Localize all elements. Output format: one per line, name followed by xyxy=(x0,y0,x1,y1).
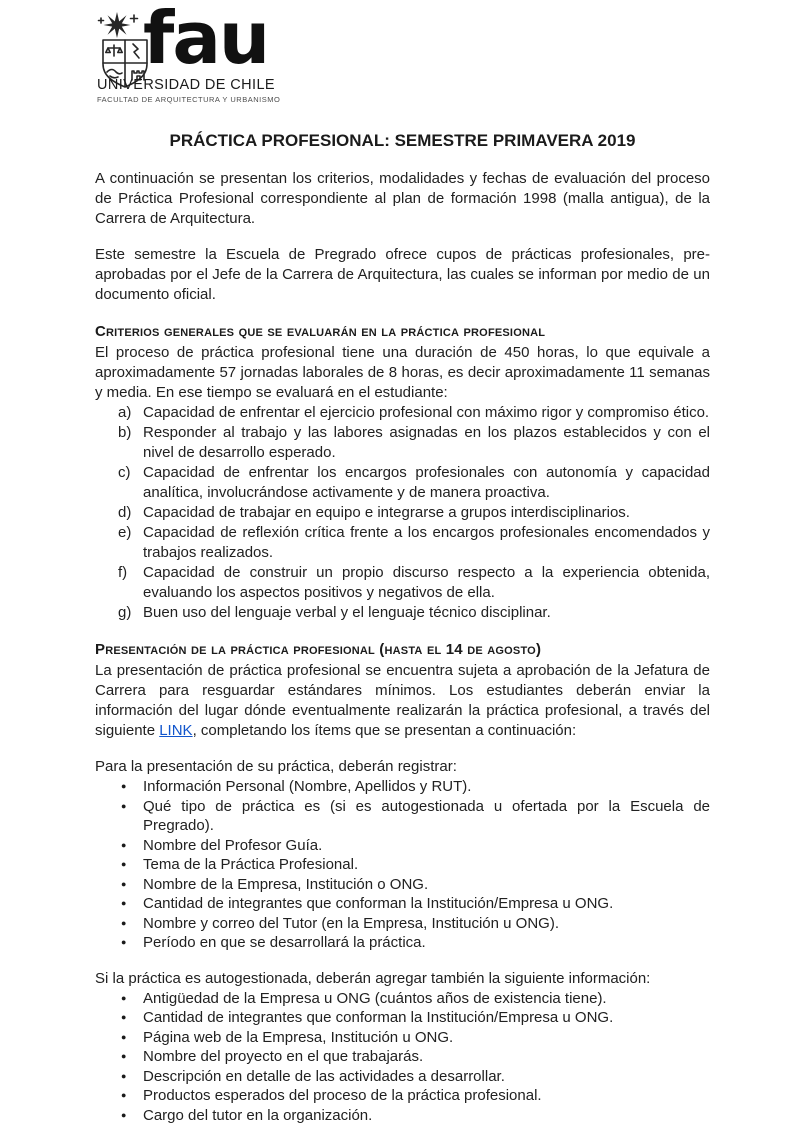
intro-paragraph-1: A continuación se presentan los criterios, modalidades y fechas de evaluación del proceso de Práctica Profesional correspondiente al plan de formación 1998 (malla antigua), de la Carrera de Arquitectura. xyxy=(95,170,710,227)
register-list-item xyxy=(95,914,710,934)
criteria-list-item xyxy=(95,503,710,523)
list-item-text: ● Nombre del Profesor Guía. xyxy=(143,836,323,854)
criteria-section-heading: Criterios generales que se evaluarán en la práctica profesional xyxy=(95,323,546,340)
self-managed-list-item xyxy=(95,1008,710,1028)
fau-wordmark: fau xyxy=(143,0,269,80)
intro-paragraph-2: Este semestre la Escuela de Pregrado ofrece cupos de prácticas profesionales, pre-aprobadas por el Jefe de la Carrera de Arquitectura, las cuales se informan por medio de un documento oficial. xyxy=(95,246,710,303)
register-intro: Para la presentación de su práctica, deberán registrar: xyxy=(95,758,457,775)
list-item-text: ● Información Personal (Nombre, Apellidos y RUT). xyxy=(143,778,472,795)
self-managed-list-item xyxy=(95,1106,710,1126)
list-item-text: ● Tema de la Práctica Profesional. xyxy=(143,856,359,873)
list-item-text: ● Cantidad de integrantes que conforman la Institución/Empresa u ONG. xyxy=(143,1009,614,1026)
register-list-item xyxy=(95,777,710,797)
list-item-marker: d) xyxy=(118,504,132,521)
list-item-marker: e) xyxy=(118,524,132,541)
criteria-list-item xyxy=(95,403,710,423)
faculty-name: FACULTAD DE ARQUITECTURA Y URBANISMO xyxy=(97,95,281,104)
university-name: UNIVERSIDAD DE CHILE xyxy=(97,77,276,93)
criteria-list-item xyxy=(95,423,710,463)
presentation-intro xyxy=(95,661,710,741)
self-managed-list-item xyxy=(95,989,710,1009)
fau-logo xyxy=(97,0,710,105)
presentation-intro-before-link: La presentación de práctica profesional se encuentra sujeta a aprobación de la Jefatura de Carrera para resguardar estándares mínimos. Los estudiantes deberán enviar la información del lugar dónde eventualmente realizarán la práctica profesional, a través del siguiente xyxy=(95,662,710,739)
criteria-intro: El proceso de práctica profesional tiene una duración de 450 horas, lo que equivale a aproximadamente 57 jornadas laborales de 8 horas, es decir aproximadamente 11 semanas y media. En ese tiempo se evaluará en el estudiante: xyxy=(95,344,710,401)
register-list-item xyxy=(95,875,710,895)
criteria-list-item xyxy=(95,563,710,603)
list-item-marker: g) xyxy=(118,604,132,621)
list-item-marker: a) xyxy=(118,404,132,421)
list-item-text: ● Qué tipo de práctica es (si es autogestionada u ofertada por la Escuela de Pregrado). xyxy=(143,797,710,834)
list-item-text: ● Descripción en detalle de las actividades a desarrollar. xyxy=(143,1067,505,1085)
list-item-text: Capacidad de trabajar en equipo e integrarse a grupos interdisciplinarios. xyxy=(143,504,630,521)
register-list-item xyxy=(95,933,710,953)
list-item-text: Capacidad de reflexión crítica frente a los encargos profesionales encomendados y trabajos realizados. xyxy=(143,524,710,561)
self-managed-list-item xyxy=(95,1067,710,1087)
criteria-list xyxy=(95,403,710,623)
list-item-text: ● Nombre y correo del Tutor (en la Empresa, Institución u ONG). xyxy=(143,914,559,932)
list-item-marker: b) xyxy=(118,424,132,441)
self-managed-intro: Si la práctica es autogestionada, deberán agregar también la siguiente información: xyxy=(95,969,651,987)
list-item-text: Capacidad de enfrentar el ejercicio profesional con máximo rigor y compromiso ético. xyxy=(143,404,710,421)
register-list-item xyxy=(95,797,710,836)
criteria-list-item xyxy=(95,523,710,563)
presentation-intro-after-link: , completando los ítems que se presentan a continuación: xyxy=(192,722,577,739)
self-managed-list-item xyxy=(95,1028,710,1048)
list-item-text: ● Nombre del proyecto en el que trabajarás. xyxy=(143,1048,424,1065)
list-item-text: ● Antigüedad de la Empresa u ONG (cuántos años de existencia tiene). xyxy=(143,989,607,1007)
register-list-item xyxy=(95,836,710,856)
list-item-marker: c) xyxy=(118,464,131,481)
list-item-text: ● Cantidad de integrantes que conforman la Institución/Empresa u ONG. xyxy=(143,895,614,912)
list-item-text: ● Productos esperados del proceso de la práctica profesional. xyxy=(143,1087,542,1104)
criteria-list-item xyxy=(95,603,710,623)
criteria-list-item xyxy=(95,463,710,503)
list-item-text: Responder al trabajo y las labores asignadas en los plazos establecidos y con el nivel de desarrollo esperado. xyxy=(143,424,710,461)
page-title: PRÁCTICA PROFESIONAL: SEMESTRE PRIMAVERA 2019 xyxy=(169,131,636,150)
register-list-item xyxy=(95,855,710,875)
list-item-text: ● Página web de la Empresa, Institución u ONG. xyxy=(143,1028,454,1046)
practice-form-link[interactable]: LINK xyxy=(159,722,193,739)
presentation-section-heading: Presentación de la práctica profesional (hasta el 14 de agosto) xyxy=(95,641,542,658)
register-list-item xyxy=(95,894,710,914)
self-managed-list-item xyxy=(95,1047,710,1067)
self-managed-list xyxy=(95,989,710,1126)
list-item-text: Capacidad de construir un propio discurso respecto a la experiencia obtenida, evaluando los aspectos positivos y negativos de ella. xyxy=(143,564,710,601)
list-item-text: ● Cargo del tutor en la organización. xyxy=(143,1106,373,1124)
document-body xyxy=(95,131,710,1125)
list-item-text: Capacidad de enfrentar los encargos profesionales con autonomía y capacidad analítica, involucrándose activamente y de manera proactiva. xyxy=(143,464,710,501)
list-item-text: ● Nombre de la Empresa, Institución o ONG. xyxy=(143,875,429,893)
register-list xyxy=(95,777,710,953)
list-item-text: ● Período en que se desarrollará la práctica. xyxy=(143,934,426,951)
list-item-marker: f) xyxy=(118,564,128,581)
self-managed-list-item xyxy=(95,1086,710,1106)
list-item-text: Buen uso del lenguaje verbal y el lenguaje técnico disciplinar. xyxy=(143,604,551,621)
